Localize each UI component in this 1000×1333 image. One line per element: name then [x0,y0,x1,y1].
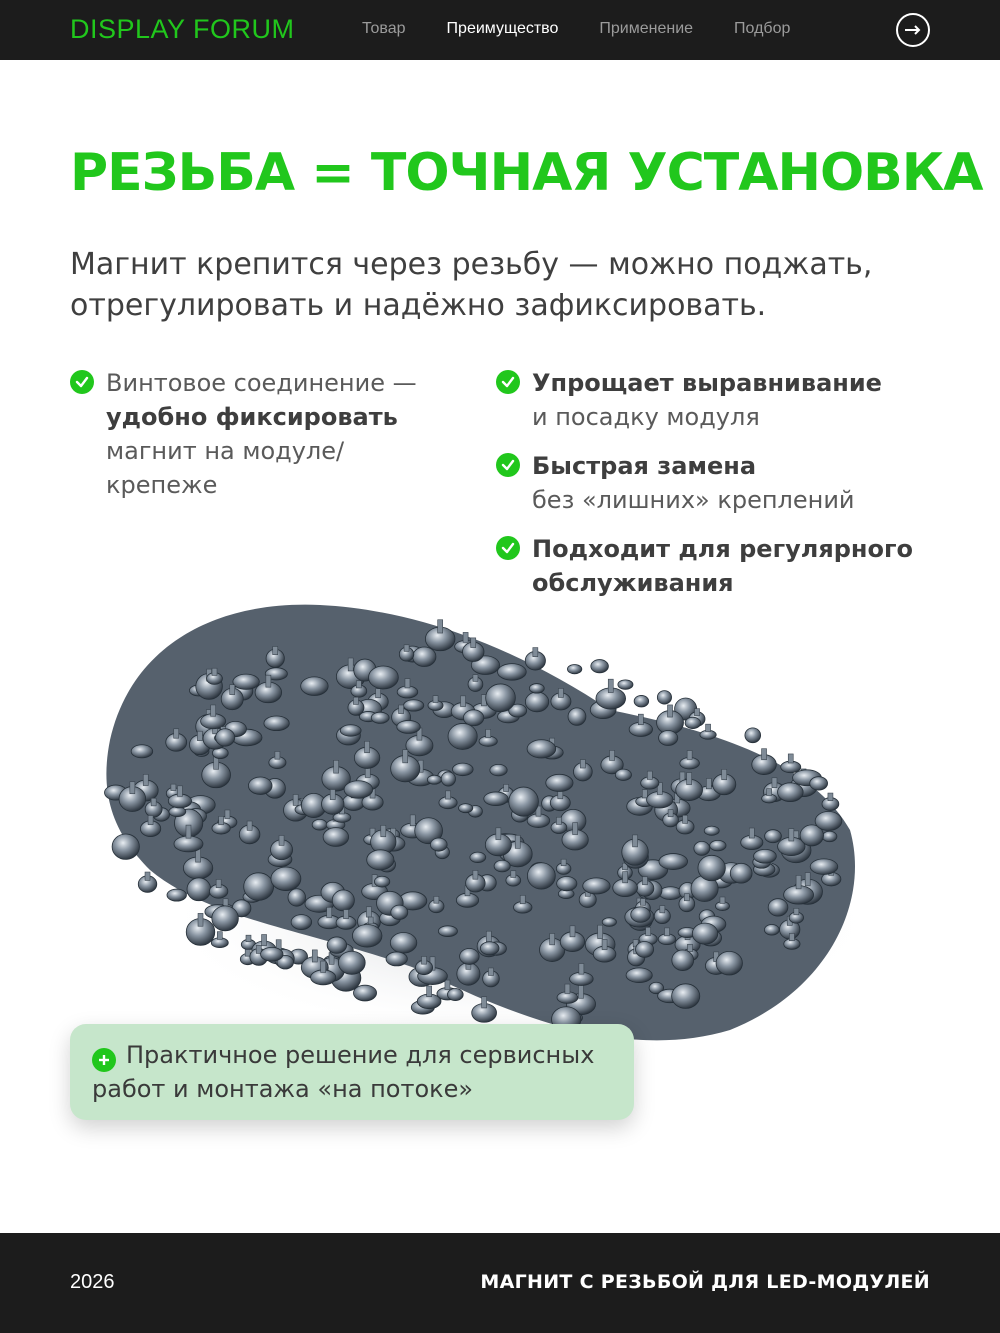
arrow-right-icon [904,24,922,36]
feature-text [106,366,450,502]
feature-post: магнит на модуле/ крепеже [106,437,345,499]
footer [0,1233,1000,1333]
callout-box [70,1024,634,1120]
footer-year: 2026 [70,1271,115,1293]
check-circle-icon [70,370,94,394]
arrow-right-circle-icon[interactable] [896,13,930,47]
lead-text: Магнит крепится через резьбу — можно поджать, отрегулировать и надёжно зафиксировать. [70,247,873,323]
nav-item-product[interactable]: Товар [362,20,406,37]
feature-text [532,366,882,434]
nav-item-application[interactable]: Применение [599,20,694,37]
footer-title: МАГНИТ С РЕЗЬБОЙ ДЛЯ LED-МОДУЛЕЙ [480,1271,930,1293]
nav-item-selection[interactable]: Подбор [734,20,791,37]
feature-post: и посадку модуля [532,403,760,431]
feature-post: без «лишних» креплений [532,486,855,514]
main-nav [362,20,831,38]
check-circle-icon [496,536,520,560]
check-circle-icon [496,453,520,477]
feature-bold: Подходит для регулярного обслуживания [532,535,914,597]
magnet-screws-photo [90,590,870,1070]
top-bar [0,0,1000,60]
check-circle-icon [496,370,520,394]
page-title: РЕЗЬБА = ТОЧНАЯ УСТАНОВКА [70,143,983,203]
feature-text [532,449,855,517]
feature-item [496,449,936,517]
feature-item [70,366,450,502]
brand-logo[interactable]: DISPLAY FORUM [70,14,295,44]
feature-bold: Быстрая замена [532,452,757,480]
callout-text: Практичное решение для сервисных работ и монтажа «на потоке» [92,1041,595,1103]
plus-circle-icon [92,1048,116,1072]
nav-item-advantage[interactable]: Преимущество [446,20,559,37]
feature-pre: Винтовое соединение — [106,369,417,397]
feature-bold: удобно фиксировать [106,403,398,431]
feature-bold: Упрощает выравнивание [532,369,882,397]
feature-item [496,366,936,434]
